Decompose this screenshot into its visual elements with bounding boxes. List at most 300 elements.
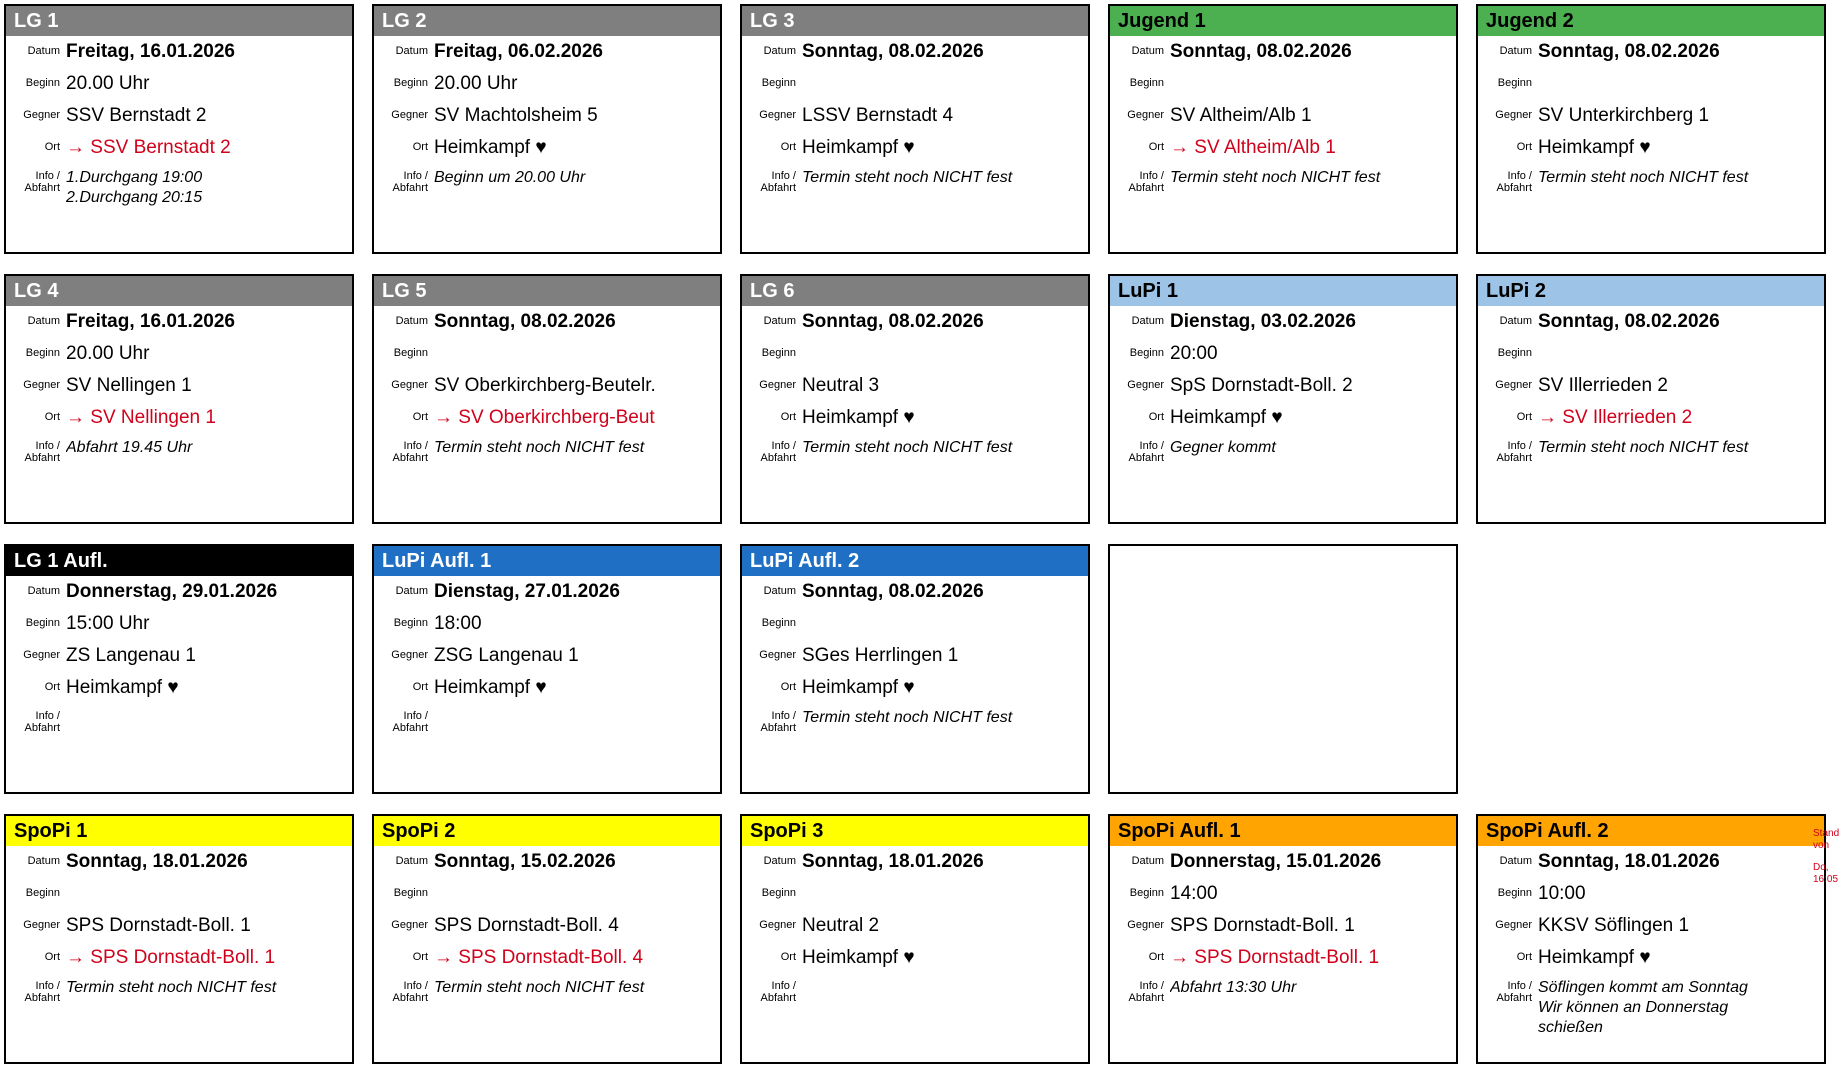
- row-label-beginn: Beginn: [1129, 347, 1164, 359]
- card-title: LG 4: [6, 276, 352, 306]
- card-row-ort: [6, 132, 352, 164]
- card-rows: [1478, 846, 1824, 1062]
- card-row-ort: [742, 672, 1088, 704]
- card-rows: [374, 576, 720, 792]
- row-value-ort: → SSV Bernstadt 2: [66, 137, 231, 158]
- row-value-ort: → SV Nellingen 1: [66, 407, 216, 428]
- card-row-beginn: [374, 878, 720, 910]
- card-row-ort: [374, 132, 720, 164]
- card-row-beginn: [1110, 878, 1456, 910]
- card-row-info: [374, 434, 720, 494]
- row-label-info: Info / Abfahrt: [392, 710, 428, 734]
- card-row-datum: [742, 576, 1088, 608]
- row-value-ort: Heimkampf ♥: [802, 947, 915, 968]
- grid-cell: [1104, 810, 1472, 1080]
- card-row-gegner: [1110, 100, 1456, 132]
- row-label-info: Info / Abfahrt: [760, 440, 796, 464]
- row-value-datum: Sonntag, 08.02.2026: [1170, 41, 1352, 62]
- row-label-beginn: Beginn: [393, 77, 428, 89]
- row-value-datum: Dienstag, 27.01.2026: [434, 581, 620, 602]
- row-value-info: Abfahrt 19.45 Uhr: [66, 439, 193, 456]
- row-label-datum: Datum: [27, 315, 60, 327]
- row-value-info: Söflingen kommt am Sonntag Wir können an Donnerstag schießen: [1538, 979, 1748, 1036]
- competition-card[interactable]: [4, 544, 354, 794]
- card-row-beginn: [742, 68, 1088, 100]
- row-label-ort: Ort: [1516, 411, 1532, 423]
- row-value-datum: Dienstag, 03.02.2026: [1170, 311, 1356, 332]
- row-label-info: Info / Abfahrt: [24, 440, 60, 464]
- card-row-ort: [1110, 942, 1456, 974]
- row-label-datum: Datum: [763, 315, 796, 327]
- stand-line-4: 16:05: [1813, 874, 1839, 885]
- row-label-ort: Ort: [780, 141, 796, 153]
- card-row-info: [6, 974, 352, 1034]
- row-label-ort: Ort: [1148, 141, 1164, 153]
- row-value-datum: Sonntag, 08.02.2026: [434, 311, 616, 332]
- row-value-datum: Freitag, 16.01.2026: [66, 41, 235, 62]
- card-row-ort: [1110, 132, 1456, 164]
- card-row-ort: [1478, 402, 1824, 434]
- row-value-ort: Heimkampf ♥: [434, 677, 547, 698]
- grid-cell: [736, 270, 1104, 540]
- row-label-beginn: Beginn: [1497, 77, 1532, 89]
- competition-card[interactable]: [1108, 274, 1458, 524]
- row-label-info: Info / Abfahrt: [1128, 170, 1164, 194]
- row-value-beginn: 10:00: [1538, 883, 1586, 904]
- arrow-right-icon: →: [434, 407, 459, 428]
- row-value-datum: Sonntag, 18.01.2026: [802, 851, 984, 872]
- card-row-info: [1478, 974, 1824, 1038]
- grid-cell: [368, 270, 736, 540]
- card-row-beginn: [742, 338, 1088, 370]
- card-title: LuPi 1: [1110, 276, 1456, 306]
- row-label-datum: Datum: [395, 585, 428, 597]
- grid-cell: [368, 540, 736, 810]
- card-row-beginn: [6, 878, 352, 910]
- card-rows: [374, 36, 720, 252]
- row-label-info: Info / Abfahrt: [760, 710, 796, 734]
- card-row-beginn: [1478, 338, 1824, 370]
- row-label-info: Info / Abfahrt: [24, 170, 60, 194]
- row-label-ort: Ort: [412, 141, 428, 153]
- row-label-info: Info / Abfahrt: [392, 170, 428, 194]
- card-rows: [1478, 36, 1824, 252]
- card-row-gegner: [1478, 370, 1824, 402]
- row-value-info: Beginn um 20.00 Uhr: [434, 169, 586, 186]
- arrow-right-icon: →: [66, 407, 91, 428]
- card-row-ort: [374, 672, 720, 704]
- row-value-info: Termin steht noch NICHT fest: [434, 979, 645, 996]
- row-value-gegner: Neutral 2: [802, 915, 880, 936]
- competition-card[interactable]: [1476, 274, 1826, 524]
- card-row-beginn: [374, 68, 720, 100]
- row-value-gegner: SV Altheim/Alb 1: [1170, 105, 1312, 126]
- competition-card[interactable]: [4, 4, 354, 254]
- arrow-right-icon: →: [66, 137, 91, 158]
- grid-cell: [1472, 0, 1840, 270]
- arrow-right-icon: →: [1170, 947, 1195, 968]
- row-label-ort: Ort: [1516, 951, 1532, 963]
- row-value-beginn: [434, 338, 720, 341]
- card-title: SpoPi 2: [374, 816, 720, 846]
- card-rows: [374, 846, 720, 1062]
- grid-cell: [1472, 270, 1840, 540]
- row-label-gegner: Gegner: [759, 379, 796, 391]
- row-value-gegner: SPS Dornstadt-Boll. 1: [1170, 915, 1355, 936]
- competition-card[interactable]: [4, 814, 354, 1064]
- card-row-gegner: [1478, 100, 1824, 132]
- card-row-beginn: [742, 878, 1088, 910]
- grid-cell: [736, 810, 1104, 1080]
- card-row-beginn: [1110, 68, 1456, 100]
- row-label-gegner: Gegner: [759, 109, 796, 121]
- row-label-beginn: Beginn: [761, 887, 796, 899]
- row-value-info: Termin steht noch NICHT fest: [1538, 439, 1749, 456]
- card-row-beginn: [374, 338, 720, 370]
- card-row-beginn: [6, 608, 352, 640]
- card-title: Jugend 2: [1478, 6, 1824, 36]
- card-row-datum: [742, 36, 1088, 68]
- card-row-ort: [742, 132, 1088, 164]
- card-row-gegner: [374, 910, 720, 942]
- row-label-beginn: Beginn: [1497, 347, 1532, 359]
- card-row-datum: [374, 36, 720, 68]
- row-value-gegner: SV Nellingen 1: [66, 375, 192, 396]
- card-row-gegner: [374, 640, 720, 672]
- row-value-gegner: LSSV Bernstadt 4: [802, 105, 954, 126]
- card-row-gegner: [6, 100, 352, 132]
- card-row-datum: [6, 36, 352, 68]
- card-row-info: [374, 164, 720, 224]
- competition-card[interactable]: [740, 544, 1090, 794]
- row-value-ort: Heimkampf ♥: [66, 677, 179, 698]
- row-value-info: Termin steht noch NICHT fest: [1538, 169, 1749, 186]
- card-row-gegner: [374, 370, 720, 402]
- row-label-info: Info / Abfahrt: [1496, 170, 1532, 194]
- row-value-gegner: SPS Dornstadt-Boll. 1: [66, 915, 251, 936]
- row-value-ort: → SV Illerrieden 2: [1538, 407, 1693, 428]
- row-value-ort: → SV Altheim/Alb 1: [1170, 137, 1336, 158]
- row-label-beginn: Beginn: [393, 347, 428, 359]
- row-label-ort: Ort: [1148, 951, 1164, 963]
- row-label-beginn: Beginn: [393, 887, 428, 899]
- card-row-datum: [6, 306, 352, 338]
- row-label-datum: Datum: [763, 855, 796, 867]
- competition-card[interactable]: [1108, 4, 1458, 254]
- grid-cell: [368, 810, 736, 1080]
- row-label-gegner: Gegner: [23, 379, 60, 391]
- card-row-gegner: [6, 370, 352, 402]
- row-value-gegner: KKSV Söflingen 1: [1538, 915, 1690, 936]
- row-label-ort: Ort: [44, 681, 60, 693]
- card-row-gegner: [742, 100, 1088, 132]
- row-label-ort: Ort: [44, 141, 60, 153]
- row-label-datum: Datum: [27, 585, 60, 597]
- competition-card[interactable]: [372, 544, 722, 794]
- row-label-gegner: Gegner: [391, 649, 428, 661]
- row-value-ort: Heimkampf ♥: [1170, 407, 1283, 428]
- row-value-datum: Sonntag, 08.02.2026: [802, 41, 984, 62]
- card-rows: [1110, 306, 1456, 522]
- row-label-beginn: Beginn: [25, 887, 60, 899]
- grid-cell: [736, 540, 1104, 810]
- card-row-ort: [6, 942, 352, 974]
- row-value-datum: Donnerstag, 29.01.2026: [66, 581, 278, 602]
- row-value-info: Termin steht noch NICHT fest: [1170, 169, 1381, 186]
- row-value-ort: Heimkampf ♥: [802, 677, 915, 698]
- card-row-info: [742, 434, 1088, 494]
- row-value-datum: Freitag, 06.02.2026: [434, 41, 603, 62]
- card-row-info: [374, 704, 720, 764]
- row-value-info: Termin steht noch NICHT fest: [434, 439, 645, 456]
- row-value-beginn: [1538, 68, 1824, 71]
- row-value-gegner: SGes Herrlingen 1: [802, 645, 959, 666]
- row-label-info: Info / Abfahrt: [392, 980, 428, 1004]
- row-value-info: [802, 974, 1088, 978]
- arrow-right-icon: →: [66, 947, 91, 968]
- competition-card[interactable]: [372, 274, 722, 524]
- card-row-gegner: [6, 910, 352, 942]
- stand-line-2: von: [1813, 840, 1830, 851]
- row-value-beginn: [802, 68, 1088, 71]
- card-row-ort: [1478, 942, 1824, 974]
- row-label-ort: Ort: [1148, 411, 1164, 423]
- row-value-datum: Sonntag, 18.01.2026: [1538, 851, 1720, 872]
- row-value-beginn: [802, 338, 1088, 341]
- card-title: LuPi Aufl. 1: [374, 546, 720, 576]
- grid-cell: [1472, 810, 1840, 1080]
- row-label-beginn: Beginn: [25, 77, 60, 89]
- card-row-datum: [1110, 846, 1456, 878]
- row-value-info: 1.Durchgang 19:00 2.Durchgang 20:15: [66, 169, 203, 206]
- grid-cell: [1104, 540, 1472, 810]
- card-row-ort: [742, 402, 1088, 434]
- card-rows: [1478, 306, 1824, 522]
- grid-cell: [0, 270, 368, 540]
- card-row-datum: [374, 846, 720, 878]
- card-row-info: [6, 434, 352, 494]
- row-value-ort: Heimkampf ♥: [802, 407, 915, 428]
- row-value-datum: Sonntag, 18.01.2026: [66, 851, 248, 872]
- card-row-ort: [1478, 132, 1824, 164]
- row-value-gegner: SpS Dornstadt-Boll. 2: [1170, 375, 1353, 396]
- row-value-info: Abfahrt 13:30 Uhr: [1170, 979, 1297, 996]
- row-label-ort: Ort: [1516, 141, 1532, 153]
- row-label-beginn: Beginn: [1129, 887, 1164, 899]
- grid-cell: [1104, 270, 1472, 540]
- row-label-gegner: Gegner: [1495, 919, 1532, 931]
- card-row-beginn: [742, 608, 1088, 640]
- card-title: SpoPi Aufl. 1: [1110, 816, 1456, 846]
- card-row-datum: [1110, 36, 1456, 68]
- row-label-gegner: Gegner: [1495, 379, 1532, 391]
- row-value-beginn: 20.00 Uhr: [66, 343, 150, 364]
- card-rows: [742, 846, 1088, 1062]
- row-label-ort: Ort: [780, 951, 796, 963]
- row-value-info: [434, 704, 720, 708]
- row-label-datum: Datum: [395, 855, 428, 867]
- row-label-info: Info / Abfahrt: [24, 710, 60, 734]
- row-label-gegner: Gegner: [391, 379, 428, 391]
- row-value-gegner: SV Oberkirchberg-Beutelr.: [434, 375, 656, 396]
- card-row-datum: [1478, 36, 1824, 68]
- row-label-datum: Datum: [1131, 45, 1164, 57]
- row-value-info: Termin steht noch NICHT fest: [802, 439, 1013, 456]
- card-title: LuPi Aufl. 2: [742, 546, 1088, 576]
- row-value-beginn: 20.00 Uhr: [434, 73, 518, 94]
- competition-card[interactable]: [1476, 814, 1826, 1064]
- card-row-info: [1110, 164, 1456, 224]
- row-label-info: Info / Abfahrt: [392, 440, 428, 464]
- row-value-beginn: [802, 608, 1088, 611]
- row-label-beginn: Beginn: [25, 347, 60, 359]
- card-row-info: [1478, 164, 1824, 224]
- card-row-info: [6, 164, 352, 224]
- arrow-right-icon: →: [1170, 137, 1195, 158]
- card-rows: [1110, 846, 1456, 1062]
- row-label-ort: Ort: [780, 411, 796, 423]
- card-row-gegner: [742, 910, 1088, 942]
- card-row-datum: [1110, 306, 1456, 338]
- row-label-info: Info / Abfahrt: [1496, 440, 1532, 464]
- row-label-ort: Ort: [44, 411, 60, 423]
- row-value-beginn: [434, 878, 720, 881]
- row-label-ort: Ort: [780, 681, 796, 693]
- row-label-gegner: Gegner: [1127, 109, 1164, 121]
- card-row-gegner: [6, 640, 352, 672]
- row-label-ort: Ort: [412, 681, 428, 693]
- row-label-datum: Datum: [395, 315, 428, 327]
- grid-cell: [1104, 0, 1472, 270]
- card-rows: [6, 846, 352, 1062]
- competition-card[interactable]: [1108, 814, 1458, 1064]
- row-label-gegner: Gegner: [759, 919, 796, 931]
- row-value-datum: Donnerstag, 15.01.2026: [1170, 851, 1382, 872]
- card-row-datum: [1478, 846, 1824, 878]
- status-stand: [1813, 828, 1843, 886]
- card-row-datum: [1478, 306, 1824, 338]
- card-row-datum: [374, 306, 720, 338]
- card-rows: [1110, 36, 1456, 252]
- row-label-info: Info / Abfahrt: [1128, 440, 1164, 464]
- card-row-ort: [1110, 402, 1456, 434]
- competition-card[interactable]: [740, 4, 1090, 254]
- row-value-ort: Heimkampf ♥: [802, 137, 915, 158]
- row-value-datum: Sonntag, 08.02.2026: [802, 581, 984, 602]
- card-row-ort: [6, 402, 352, 434]
- arrow-right-icon: →: [1538, 407, 1563, 428]
- row-label-info: Info / Abfahrt: [1496, 980, 1532, 1004]
- card-row-info: [1478, 434, 1824, 494]
- row-label-info: Info / Abfahrt: [760, 980, 796, 1004]
- arrow-right-icon: →: [434, 947, 459, 968]
- row-value-datum: Freitag, 16.01.2026: [66, 311, 235, 332]
- card-title: SpoPi 3: [742, 816, 1088, 846]
- row-label-beginn: Beginn: [761, 617, 796, 629]
- row-label-gegner: Gegner: [1127, 379, 1164, 391]
- row-label-datum: Datum: [27, 45, 60, 57]
- competition-card[interactable]: [372, 814, 722, 1064]
- row-label-datum: Datum: [27, 855, 60, 867]
- row-label-info: Info / Abfahrt: [1128, 980, 1164, 1004]
- grid-cell: [0, 810, 368, 1080]
- row-label-datum: Datum: [1499, 45, 1532, 57]
- row-value-gegner: ZS Langenau 1: [66, 645, 196, 666]
- stand-line-1: Stand: [1813, 828, 1840, 839]
- card-row-datum: [6, 846, 352, 878]
- row-value-ort: → SPS Dornstadt-Boll. 1: [1170, 947, 1380, 968]
- row-label-beginn: Beginn: [1129, 77, 1164, 89]
- row-value-gegner: SV Machtolsheim 5: [434, 105, 598, 126]
- competition-card-empty[interactable]: [1108, 544, 1458, 794]
- card-rows: [6, 306, 352, 522]
- card-row-gegner: [1110, 910, 1456, 942]
- row-value-ort: Heimkampf ♥: [434, 137, 547, 158]
- competition-card[interactable]: [1476, 4, 1826, 254]
- card-row-gegner: [374, 100, 720, 132]
- row-value-datum: Sonntag, 08.02.2026: [1538, 41, 1720, 62]
- grid-cell: [0, 0, 368, 270]
- card-title: LG 6: [742, 276, 1088, 306]
- card-row-gegner: [1478, 910, 1824, 942]
- card-row-info: [742, 704, 1088, 764]
- card-row-datum: [742, 306, 1088, 338]
- row-label-datum: Datum: [1499, 855, 1532, 867]
- card-rows: [374, 306, 720, 522]
- row-label-datum: Datum: [1131, 855, 1164, 867]
- card-row-ort: [374, 402, 720, 434]
- card-title: LG 5: [374, 276, 720, 306]
- card-row-beginn: [1110, 338, 1456, 370]
- card-title: LG 1: [6, 6, 352, 36]
- card-rows: [742, 36, 1088, 252]
- row-label-gegner: Gegner: [1127, 919, 1164, 931]
- row-value-info: Termin steht noch NICHT fest: [802, 169, 1013, 186]
- competition-card[interactable]: [740, 274, 1090, 524]
- row-label-gegner: Gegner: [391, 109, 428, 121]
- row-value-info: [66, 704, 352, 708]
- grid-cell: [368, 0, 736, 270]
- row-label-info: Info / Abfahrt: [24, 980, 60, 1004]
- row-label-beginn: Beginn: [1497, 887, 1532, 899]
- row-label-datum: Datum: [395, 45, 428, 57]
- card-rows: [6, 576, 352, 792]
- row-value-datum: Sonntag, 15.02.2026: [434, 851, 616, 872]
- competition-card[interactable]: [740, 814, 1090, 1064]
- competition-card[interactable]: [372, 4, 722, 254]
- row-label-beginn: Beginn: [761, 347, 796, 359]
- row-label-gegner: Gegner: [391, 919, 428, 931]
- card-row-beginn: [6, 68, 352, 100]
- card-rows: [742, 306, 1088, 522]
- row-value-ort: Heimkampf ♥: [1538, 137, 1651, 158]
- card-row-info: [742, 974, 1088, 1034]
- row-value-datum: Sonntag, 08.02.2026: [802, 311, 984, 332]
- card-row-datum: [742, 846, 1088, 878]
- card-row-info: [742, 164, 1088, 224]
- row-label-ort: Ort: [44, 951, 60, 963]
- row-value-beginn: 20:00: [1170, 343, 1218, 364]
- row-label-gegner: Gegner: [23, 109, 60, 121]
- card-row-ort: [742, 942, 1088, 974]
- row-value-beginn: [1170, 68, 1456, 71]
- row-label-gegner: Gegner: [1495, 109, 1532, 121]
- row-value-beginn: 15:00 Uhr: [66, 613, 150, 634]
- row-value-ort: → SV Oberkirchberg-Beut: [434, 407, 655, 428]
- row-value-datum: Sonntag, 08.02.2026: [1538, 311, 1720, 332]
- grid-cell: [736, 0, 1104, 270]
- competition-card[interactable]: [4, 274, 354, 524]
